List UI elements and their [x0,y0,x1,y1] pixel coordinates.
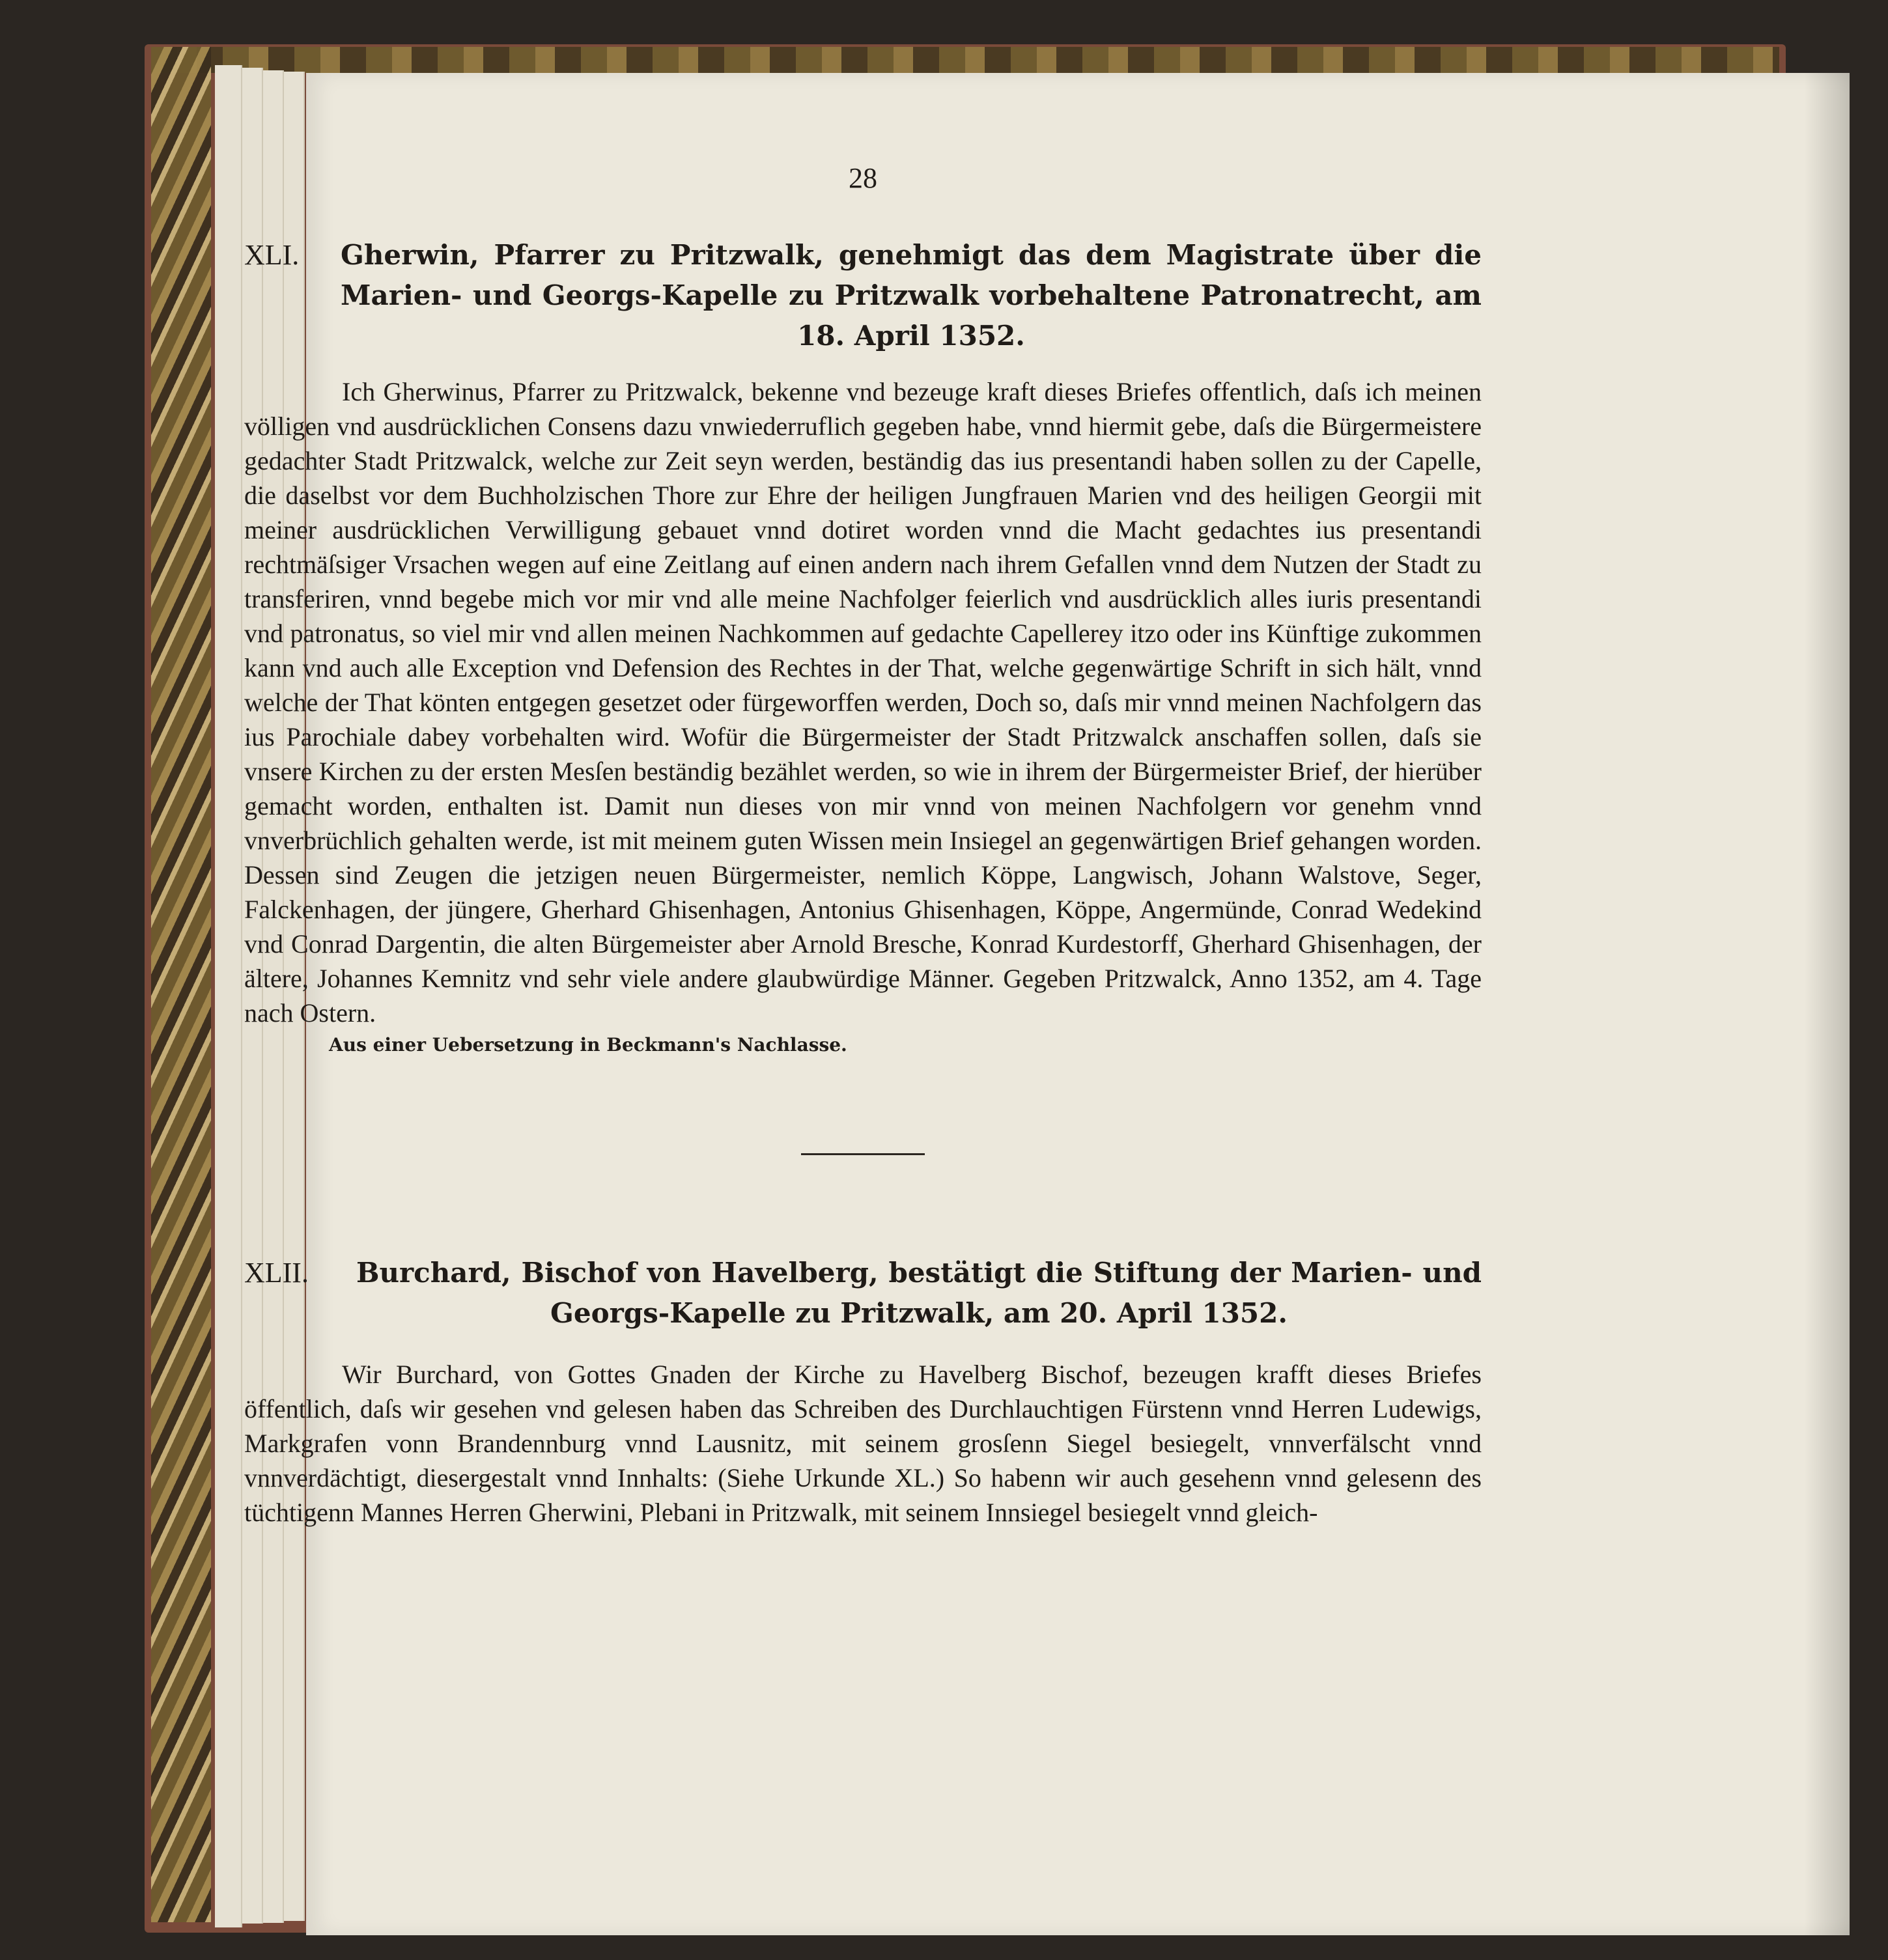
document-numeral: XLII. [244,1257,309,1289]
document-body-xlii: Wir Burchard, von Gottes Gnaden der Kirche zu Havelberg Bischof, bezeugen krafft dieses Briefes öffentlich, daſs wir gesehen vnd gelesen haben das Schreiben des Durchlauchtigen Fürstenn vnnd Herren Ludewigs, Markgrafen vonn Brandennburg vnnd Lausnitz, mit seinem grosſenn Siegel besiegelt, vnnverfälscht vnnd vnnverdächtigt, diesergestalt vnnd Innhalts: (Siehe Urkunde XL.) So habenn wir auch gesehenn vnnd gelesenn des tüchtigenn Mannes Herren Gherwini, Plebani in Pritzwalk, mit seinem Innsiegel besiegelt vnnd gleich- [244,1360,1482,1527]
document-numeral: XLI. [244,239,300,271]
marbled-board-left [151,47,211,1922]
source-note: Aus einer Uebersetzung in Beckmann's Nachlasse. [329,1034,847,1056]
document-title: Gherwin, Pfarrer zu Pritzwalk, genehmigt das dem Magistrate über die Marien- und Georgs-Kapelle zu Pritzwalk vorbehaltene Patronatrecht, am 18. April 1352. [341,239,1482,352]
document-heading-xli [244,235,1482,356]
section-divider [801,1153,925,1155]
page-number: 28 [849,162,877,194]
marbled-board-top [151,47,1779,73]
document-heading-xlii [244,1253,1482,1334]
page-edge [215,65,242,1927]
document-body-xli: Ich Gherwinus, Pfarrer zu Pritzwalck, bekenne vnd bezeuge kraft dieses Briefes offentlich, daſs ich meinen völligen vnd ausdrücklichen Consens dazu vnwiederruflich gegeben habe, vnnd hiermit gebe, daſs die Bürgermeistere gedachter Stadt Pritzwalck, welche zur Zeit seyn werden, beständig das ius presentandi haben sollen zu der Capelle, die daselbst vor dem Buchholzischen Thore zur Ehre der heiligen Jungfrauen Marien vnd des heiligen Georgii mit meiner ausdrücklichen Verwilligung gebauet vnnd dotiret worden vnnd die Macht gedachtes ius presentandi rechtmäſsiger Vrsachen wegen auf eine Zeitlang auf einen andern nach ihrem Gefallen vnnd dem Nutzen der Stadt zu transferiren, vnnd begebe mich vor mir vnd alle meine Nachfolger feierlich vnd ausdrücklich alles iuris presentandi vnd patronatus, so viel mir vnd allen meinen Nachkommen auf gedachte Capellerey itzo oder ins Künftige zukommen kann vnd auch alle Exception vnd Defension des Rechtes in der That, welche gegenwärtige Schrift in sich hält, vnnd welche der That könten entgegen gesetzet oder fürgeworffen werden, Doch so, daſs mir vnnd meinen Nachfolgern das ius Parochiale dabey vorbehalten wird. Wofür die Bürgermeister der Stadt Pritzwalck anschaffen sollen, daſs sie vnsere Kirchen zu der ersten Mesſen beständig bezählet werden, so wie in ihrem der Bürgermeister Brief, der hierüber gemacht worden, enthalten ist. Damit nun dieses von mir vnnd von meinen Nachfolgern vor genehm vnnd vnverbrüchlich gehalten werde, ist mit meinem guten Wissen mein Insiegel an gegenwärtigen Brief gehangen worden. Dessen sind Zeugen die jetzigen neuen Bürgermeister, nemlich Köppe, Langwisch, Johann Walstove, Seger, Falckenhagen, der jüngere, Gherhard Ghisenhagen, Antonius Ghisenhagen, Köppe, Angermünde, Conrad Wedekind vnd Conrad Dargentin, die alten Bürgemeister aber Arnold Bresche, Konrad Kurdestorff, Gherhard Ghisenhagen, der ältere, Johannes Kemnitz vnd sehr viele andere glaubwürdige Männer. Gegeben Pritzwalck, Anno 1352, am 4. Tage nach Ostern. [244,377,1482,1028]
document-title: Burchard, Bischof von Havelberg, bestätigt die Stiftung der Marien- und Georgs-Kapelle zu Pritzwalk, am 20. April 1352. [356,1257,1482,1329]
page-content [244,91,1482,1530]
